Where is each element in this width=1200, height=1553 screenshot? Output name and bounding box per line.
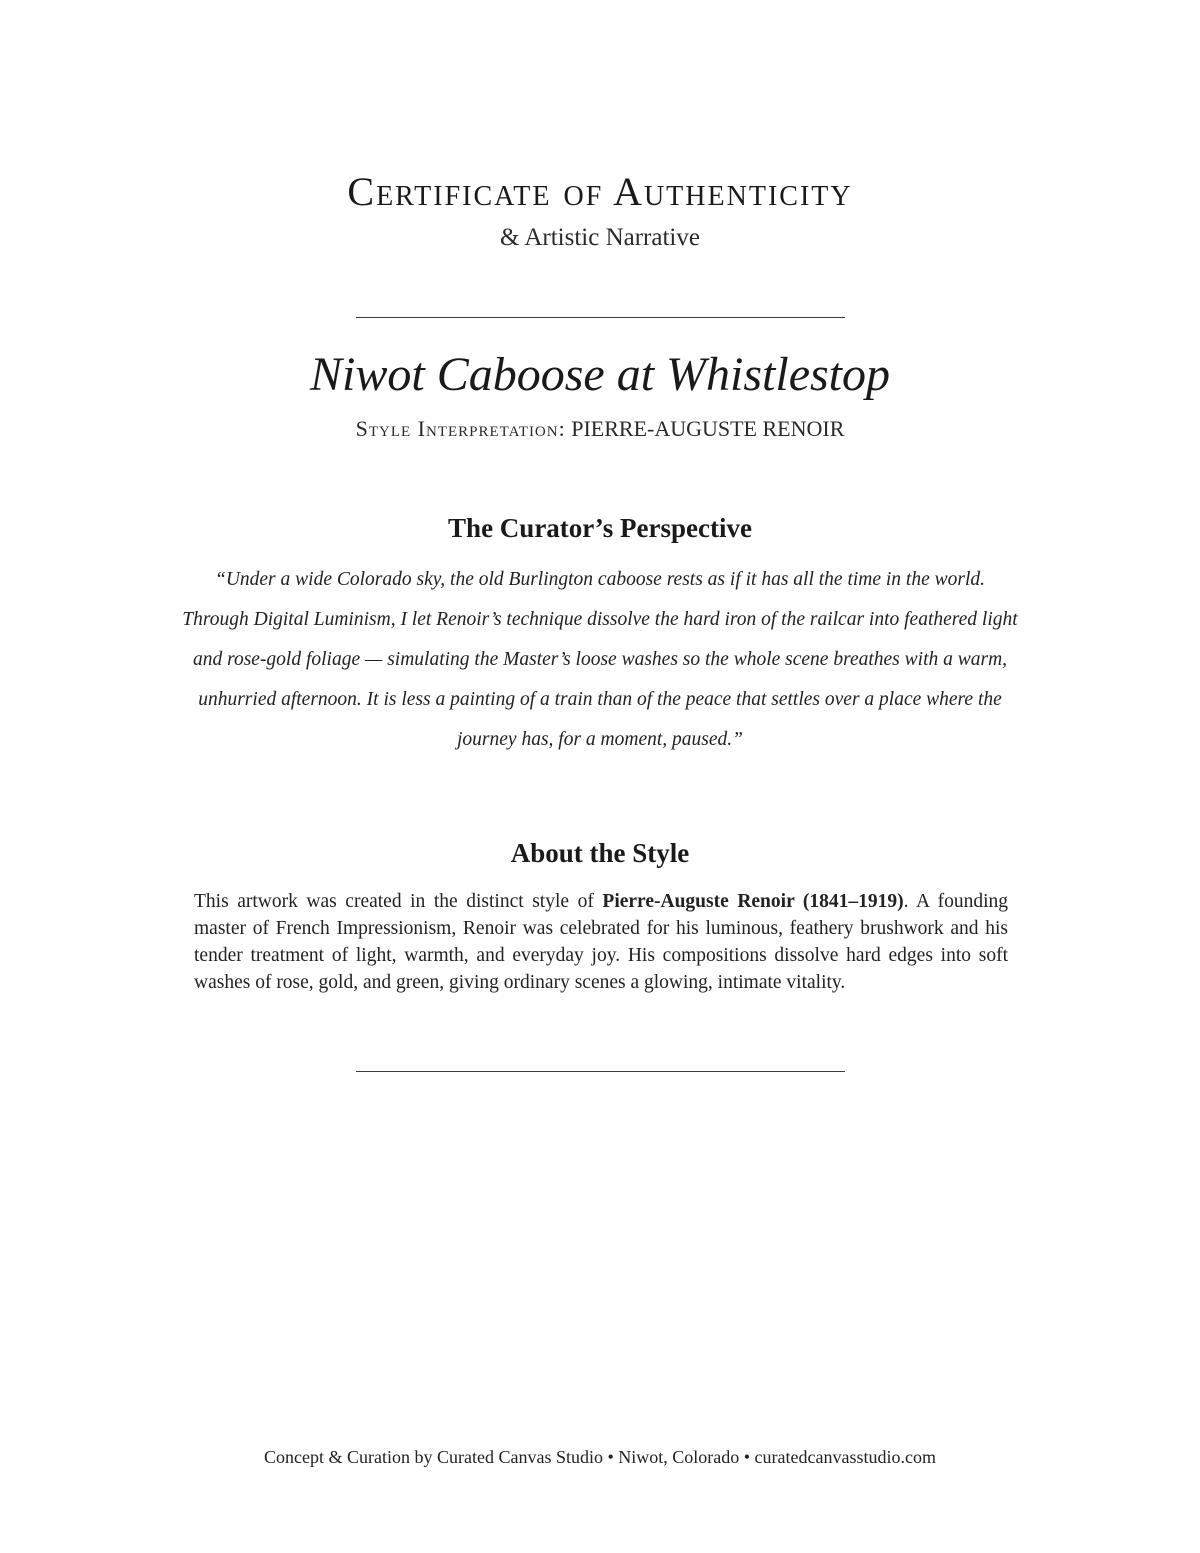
bottom-divider <box>356 1071 845 1072</box>
artwork-title: Niwot Caboose at Whistlestop <box>309 348 891 401</box>
about-heading: About the Style <box>510 838 690 868</box>
certificate-subtitle: & Artistic Narrative <box>500 224 700 251</box>
about-artist-name: Pierre-Auguste Renoir (1841–1919) <box>602 891 904 912</box>
style-label: Style Interpretation: <box>355 416 566 441</box>
curator-heading: The Curator’s Perspective <box>448 513 752 543</box>
footer-credit: Concept & Curation by Curated Canvas Studio • Niwot, Colorado • curatedcanvasstudio.com <box>264 1447 936 1467</box>
style-artist: PIERRE-AUGUSTE RENOIR <box>571 416 845 441</box>
about-paragraph <box>194 888 1008 996</box>
certificate-title: Certificate of Authenticity <box>347 169 853 214</box>
about-body-text: . A founding master of French Impressionism, Renoir was celebrated for his luminous, feathery brushwork and his tender treatment of light, warmth, and everyday joy. His compositions dissolve hard edges into soft washes of rose, gold, and green, giving ordinary scenes a glowing, intimate vitality. <box>194 891 1009 993</box>
about-intro: This artwork was created in the distinct style of <box>194 891 603 912</box>
curator-quote: “Under a wide Colorado sky, the old Burlington caboose rests as if it has all the time in the world. Through Digital Luminism, I let Renoir’s technique dissolve the hard iron of the railcar into feathered light and rose-gold foliage — simulating the Master’s loose washes so the whole scene breathes with a warm, unhurried afternoon. It is less a painting of a train than of the peace that settles over a place where the journey has, for a moment, paused.” <box>182 569 1018 750</box>
top-divider <box>356 317 845 318</box>
style-interpretation <box>0 414 1200 444</box>
